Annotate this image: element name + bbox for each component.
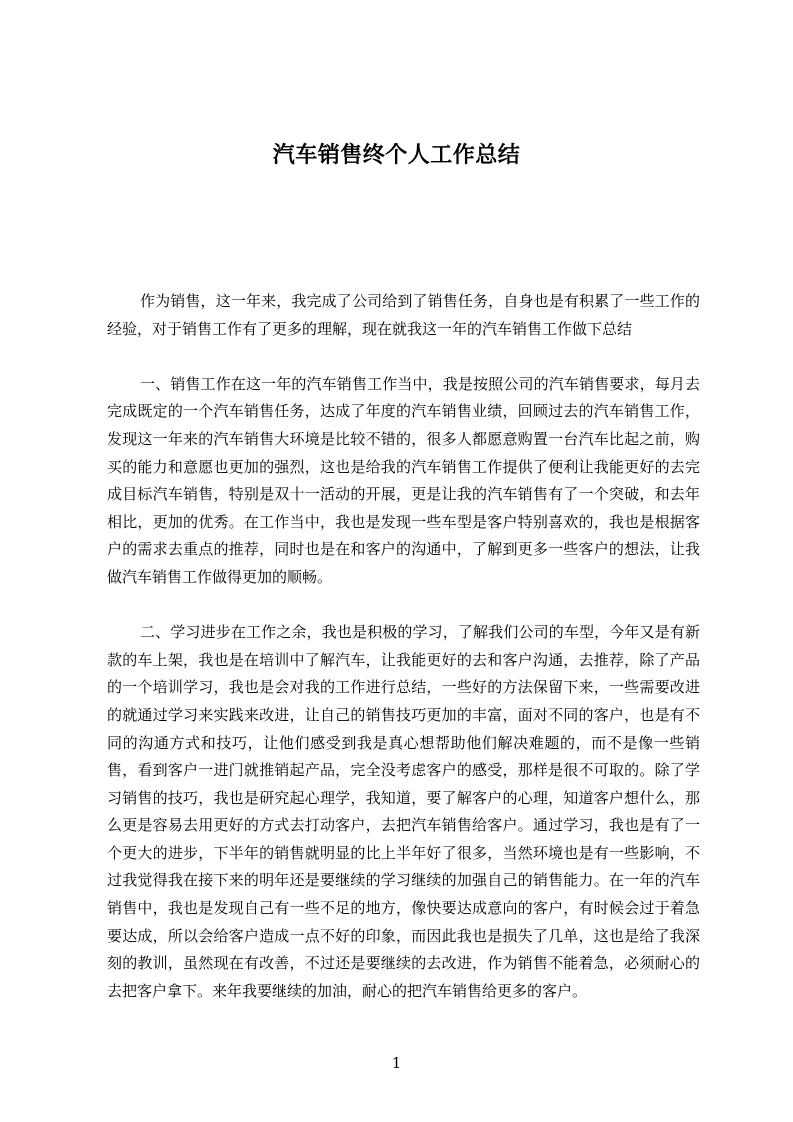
document-body [107, 288, 700, 1005]
paragraph-sales-work: 一、销售工作在这一年的汽车销售工作当中，我是按照公司的汽车销售要求，每月去完成既定的一个汽车销售任务，达成了年度的汽车销售业绩，回顾过去的汽车销售工作，发现这一年来的汽车销售大环境是比较不错的，很多人都愿意购置一台汽车比起之前，购买的能力和意愿也更加的强烈，这也是给我的汽车销售工作提供了便利让我能更好的去完成目标汽车销售，特别是双十一活动的开展，更是让我的汽车销售有了一个突破，和去年相比，更加的优秀。在工作当中，我也是发现一些车型是客户特别喜欢的，我也是根据客户的需求去重点的推荐，同时也是在和客户的沟通中，了解到更多一些客户的想法，让我做汽车销售工作做得更加的顺畅。 [107, 374, 700, 586]
page-number: 1 [391, 1054, 402, 1072]
paragraph-intro: 作为销售，这一年来，我完成了公司给到了销售任务，自身也是有积累了一些工作的经验，对于销售工作有了更多的理解，现在就我这一年的汽车销售工作做下总结 [107, 292, 700, 338]
document-title: 汽车销售终个人工作总结 [272, 143, 521, 168]
paragraph-learning-progress: 二、学习进步在工作之余，我也是积极的学习，了解我们公司的车型，今年又是有新款的车上架，我也是在培训中了解汽车，让我能更好的去和客户沟通，去推荐，除了产品的一个培训学习，我也是会对我的工作进行总结，一些好的方法保留下来，一些需要改进的就通过学习来实践来改进，让自己的销售技巧更加的丰富，面对不同的客户，也是有不同的沟通方式和技巧，让他们感受到我是真心想帮助他们解决难题的，而不是像一些销售，看到客户一进门就推销起产品，完全没考虑客户的感受，那样是很不可取的。除了学习销售的技巧，我也是研究起心理学，我知道，要了解客户的心理，知道客户想什么，那么更是容易去用更好的方式去打动客户，去把汽车销售给客户。通过学习，我也是有了一个更大的进步，下半年的销售就明显的比上半年好了很多，当然环境也是有一些影响，不过我觉得我在接下来的明年还是要继续的学习继续的加强自己的销售能力。在一年的汽车销售中，我也是发现自己有一些不足的地方，像快要达成意向的客户，有时候会过于着急要达成，所以会给客户造成一点不好的印象，而因此我也是损失了几单，这也是给了我深刻的教训，虽然现在有改善，不过还是要继续的去改进，作为销售不能着急，必须耐心的去把客户拿下。来年我要继续的加油，耐心的把汽车销售给更多的客户。 [107, 623, 700, 1000]
